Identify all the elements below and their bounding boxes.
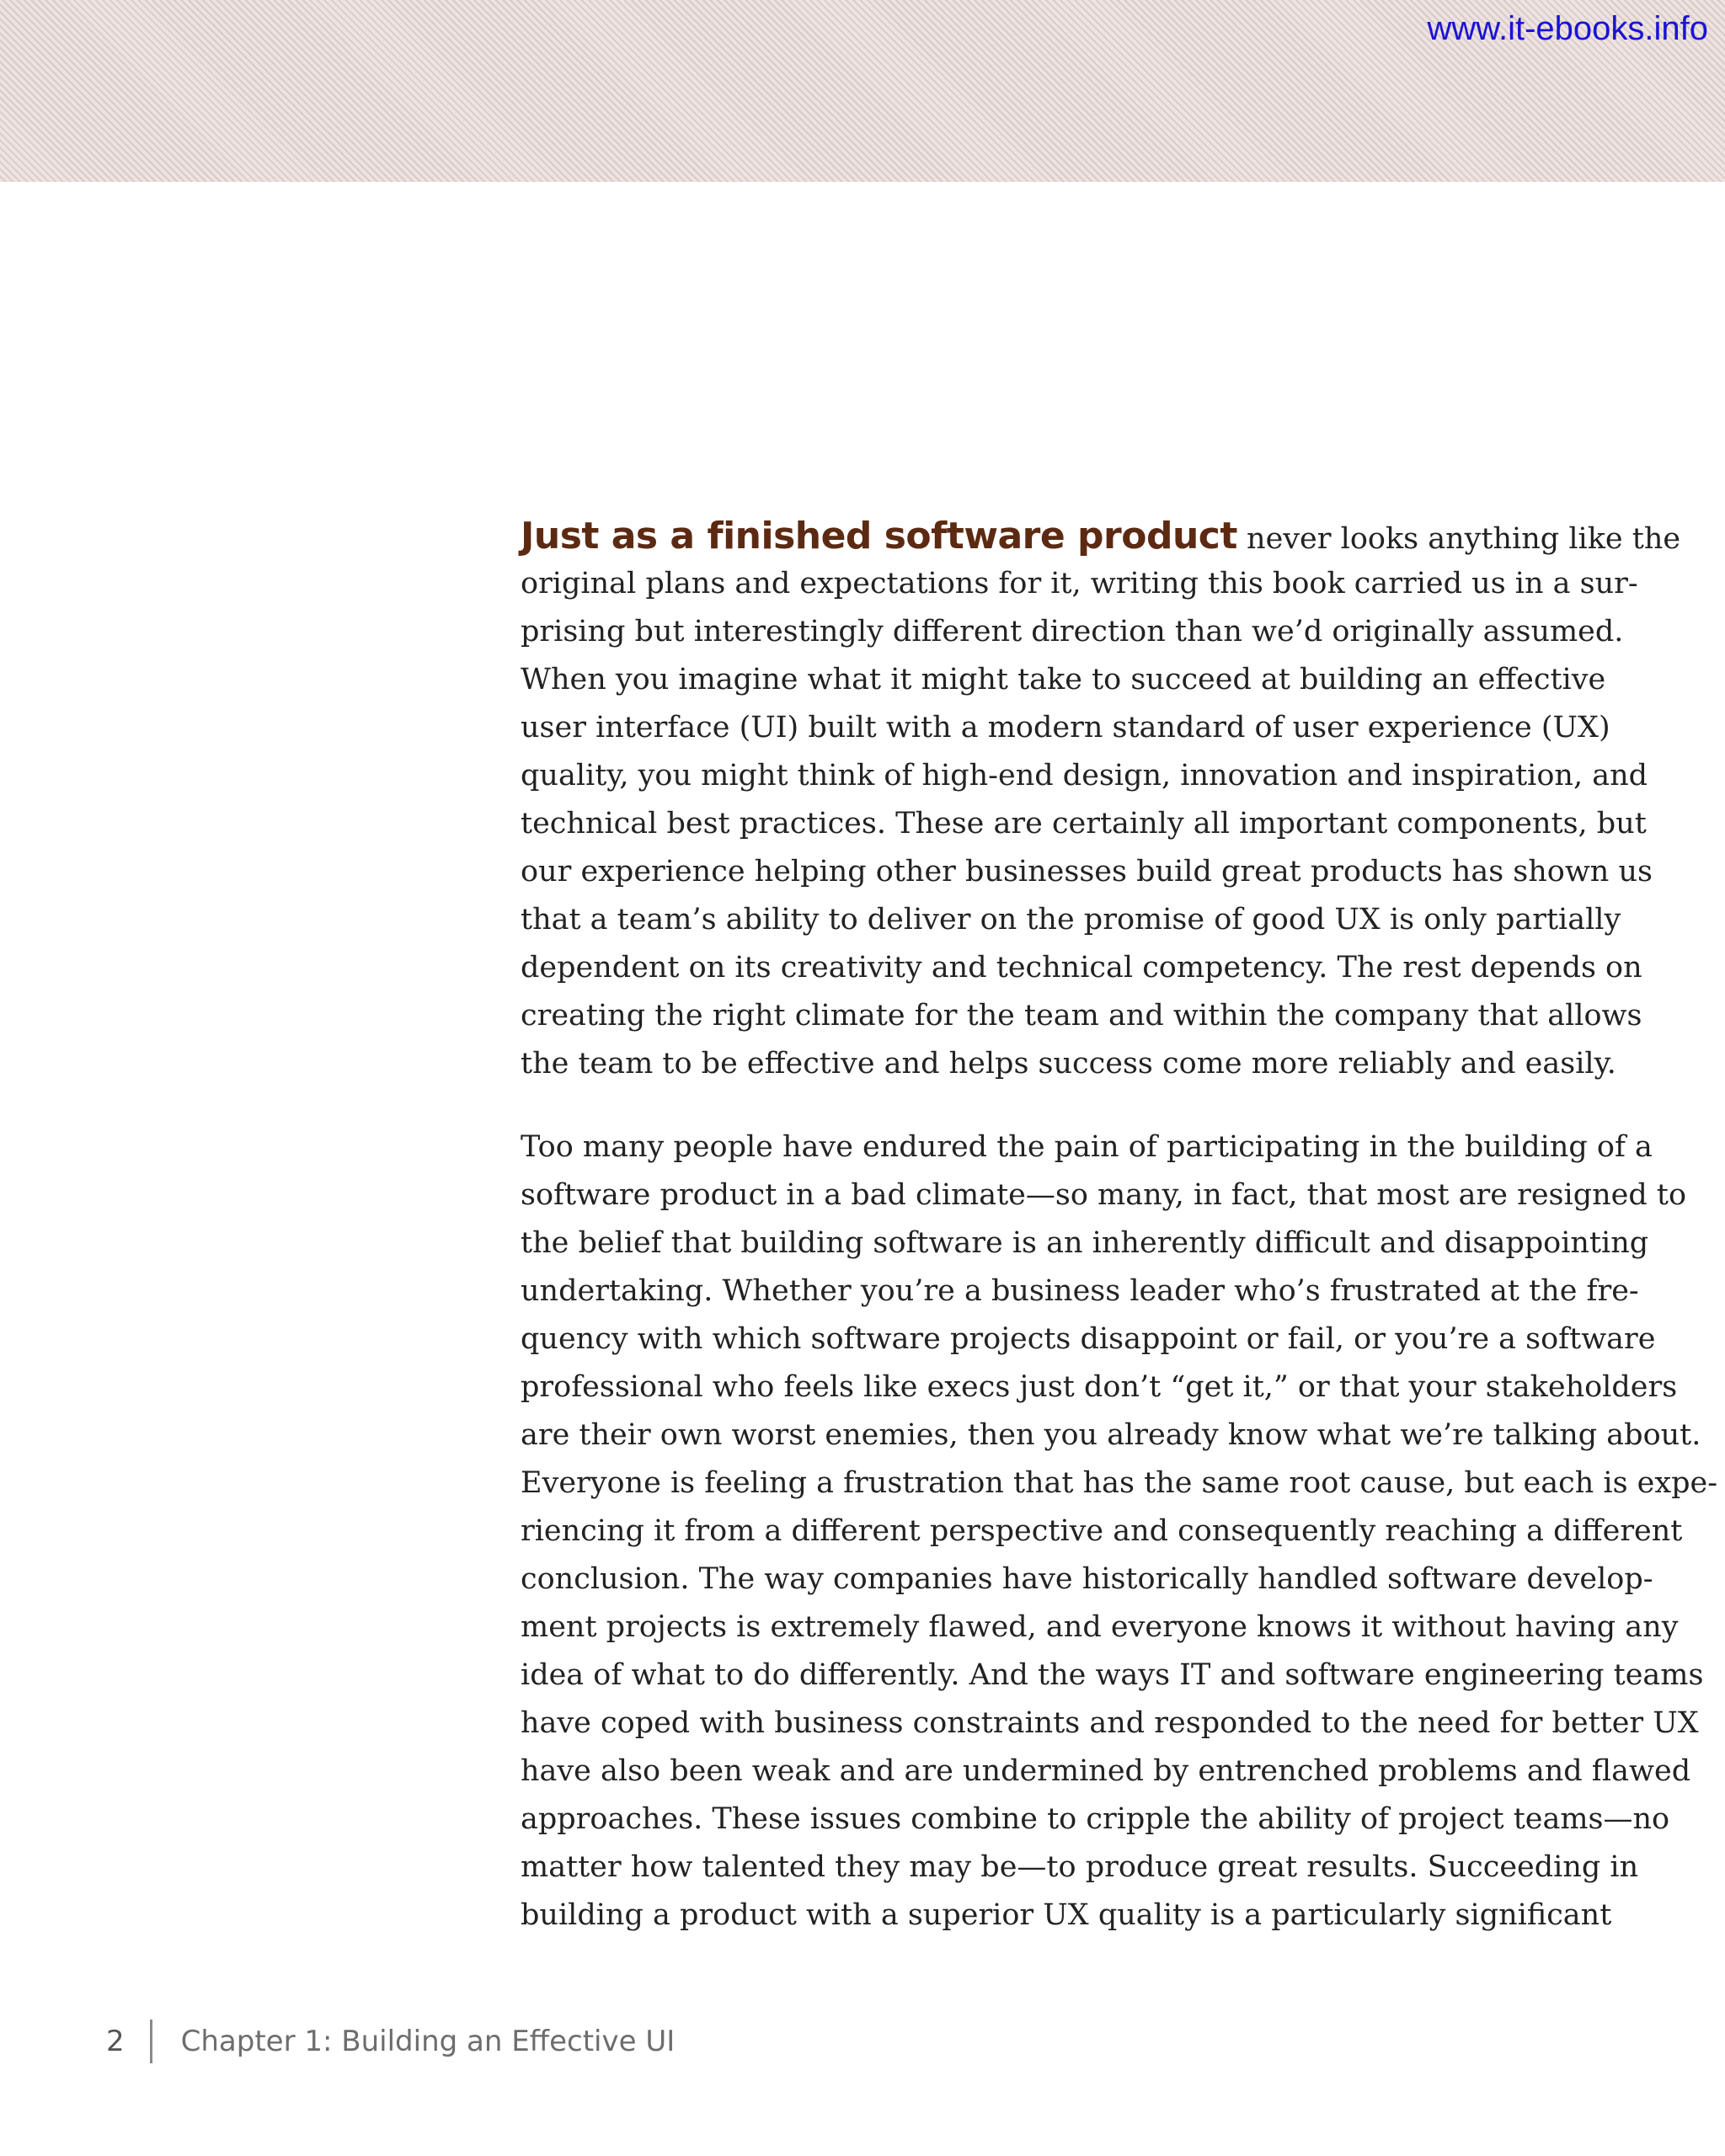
text-line: creating the right climate for the team and within the company that allows [521, 999, 1642, 1033]
text-line: that a team’s ability to deliver on the promise of good UX is only partially [521, 903, 1621, 937]
paragraph-1 [521, 512, 1681, 1088]
running-chapter-title: Chapter 1: Building an Effective UI [180, 2025, 676, 2058]
header-pattern-band [0, 0, 1725, 182]
text-line: quency with which software projects disappoint or fail, or you’re a software [521, 1322, 1656, 1356]
text-line: original plans and expectations for it, writing this book carried us in a sur- [521, 567, 1638, 600]
text-line: Everyone is feeling a frustration that has the same root cause, but each is expe- [521, 1466, 1718, 1500]
text-line: riencing it from a different perspective and consequently reaching a different [521, 1514, 1683, 1548]
text-line: the team to be effective and helps success come more reliably and easily. [521, 1047, 1616, 1081]
text-line: idea of what to do differently. And the ways IT and software engineering teams [521, 1658, 1704, 1692]
text-line: building a product with a superior UX quality is a particularly significant [521, 1898, 1612, 1932]
text-line: dependent on its creativity and technical competency. The rest depends on [521, 951, 1642, 985]
text-line [521, 512, 1681, 560]
text-line: have coped with business constraints and responded to the need for better UX [521, 1706, 1699, 1740]
text-line: matter how talented they may be—to produce great results. Succeeding in [521, 1850, 1639, 1884]
watermark-link[interactable]: www.it-ebooks.info [1427, 10, 1708, 47]
text-line: have also been weak and are undermined by entrenched problems and flawed [521, 1754, 1691, 1788]
text-line: are their own worst enemies, then you already know what we’re talking about. [521, 1418, 1701, 1452]
paragraph-2 [521, 1123, 1718, 1940]
text-line: conclusion. The way companies have historically handled software develop- [521, 1562, 1653, 1596]
text-line: the belief that building software is an inherently difficult and disappointing [521, 1226, 1649, 1260]
text-line: ment projects is extremely flawed, and everyone knows it without having any [521, 1610, 1679, 1644]
text-line: professional who feels like execs just don’t “get it,” or that your stakeholders [521, 1370, 1678, 1404]
lead-in-heading: Just as a finished software product [521, 515, 1237, 558]
text-line: prising but interestingly different direction than we’d originally assumed. [521, 615, 1624, 648]
body-text [521, 512, 1718, 1940]
text-line: approaches. These issues combine to cripple the ability of project teams—no [521, 1802, 1670, 1836]
page-number: 2 [106, 2025, 125, 2058]
footer-divider [150, 2020, 152, 2063]
text-line: technical best practices. These are certainly all important components, but [521, 807, 1647, 841]
text-line: quality, you might think of high-end design, innovation and inspiration, and [521, 759, 1648, 792]
lead-line-text: never looks anything like the [1236, 522, 1681, 556]
page-footer [106, 2016, 675, 2067]
text-line: user interface (UI) built with a modern standard of user experience (UX) [521, 711, 1610, 744]
text-line: When you imagine what it might take to succeed at building an effective [521, 663, 1606, 696]
text-line: our experience helping other businesses build great products has shown us [521, 855, 1653, 889]
text-line: Too many people have endured the pain of participating in the building of a [521, 1130, 1653, 1164]
text-line: software product in a bad climate—so many, in fact, that most are resigned to [521, 1178, 1687, 1212]
text-line: undertaking. Whether you’re a business leader who’s frustrated at the fre- [521, 1274, 1639, 1308]
